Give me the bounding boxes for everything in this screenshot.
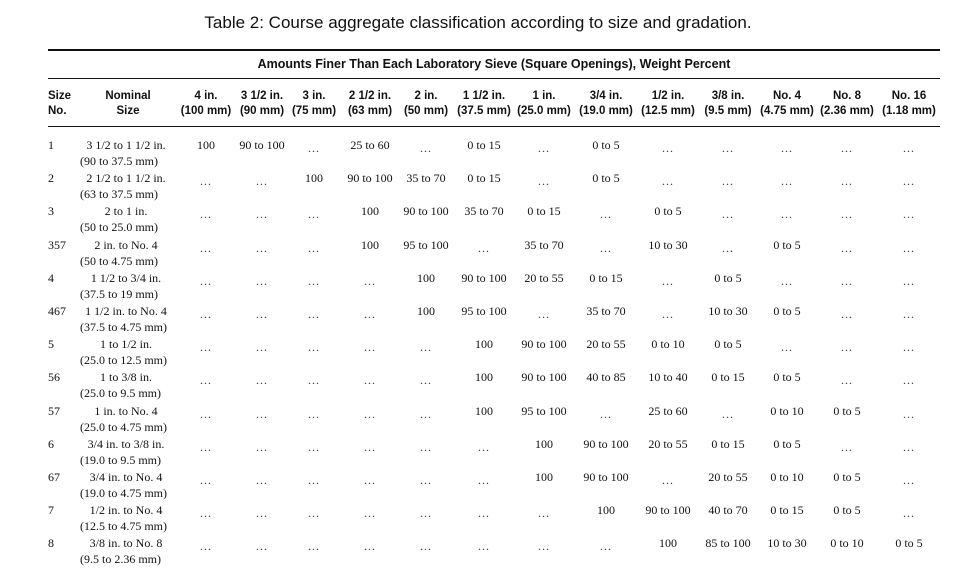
nominal-size bbox=[80, 237, 172, 269]
nominal-size-mm: (25.0 to 12.5 mm) bbox=[80, 353, 167, 368]
percent-passing-cell: 90 to 100 bbox=[239, 138, 285, 152]
percent-passing-cell: 35 to 70 bbox=[406, 171, 446, 186]
percent-passing-cell: ... bbox=[600, 207, 612, 222]
percent-passing-cell: ... bbox=[478, 240, 490, 255]
percent-passing-cell: ... bbox=[200, 506, 212, 521]
percent-passing-cell: 100 bbox=[475, 337, 493, 352]
percent-passing-cell: ... bbox=[478, 539, 490, 554]
percent-passing-cell: 10 to 30 bbox=[708, 304, 748, 318]
percent-passing-cell: ... bbox=[256, 439, 268, 454]
percent-passing-cell: 95 to 100 bbox=[521, 403, 567, 418]
percent-passing-cell: ... bbox=[722, 141, 734, 155]
size-number: 8 bbox=[48, 536, 54, 551]
percent-passing-cell: ... bbox=[662, 473, 674, 487]
percent-passing-cell: ... bbox=[256, 373, 268, 388]
percent-passing-cell: 0 to 5 bbox=[654, 204, 682, 219]
percent-passing-cell: ... bbox=[903, 473, 915, 487]
nominal-size bbox=[80, 469, 172, 501]
percent-passing-cell: ... bbox=[364, 506, 376, 521]
percent-passing-cell: ... bbox=[841, 273, 853, 288]
percent-passing-cell: 90 to 100 bbox=[583, 470, 629, 484]
percent-passing-cell: 0 to 15 bbox=[527, 204, 561, 219]
nominal-size-inches: 1 to 1/2 in. bbox=[99, 337, 152, 352]
percent-passing-cell: ... bbox=[364, 373, 376, 388]
percent-passing-cell: ... bbox=[903, 506, 915, 521]
percent-passing-cell: 40 to 70 bbox=[708, 503, 748, 518]
percent-passing-cell: 0 to 10 bbox=[830, 536, 864, 551]
percent-passing-cell: ... bbox=[841, 207, 853, 222]
table-row bbox=[0, 502, 956, 535]
percent-passing-cell: 0 to 5 bbox=[895, 536, 923, 551]
nominal-size-mm: (90 to 37.5 mm) bbox=[80, 154, 158, 168]
nominal-size-inches: 3/4 in. to 3/8 in. bbox=[87, 436, 165, 451]
nominal-size bbox=[80, 170, 172, 202]
percent-passing-cell: ... bbox=[308, 141, 320, 155]
percent-passing-cell: ... bbox=[781, 273, 793, 288]
percent-passing-cell: 20 to 55 bbox=[524, 270, 564, 285]
percent-passing-cell: 100 bbox=[475, 403, 493, 418]
percent-passing-cell: ... bbox=[662, 273, 674, 288]
nominal-size-inches: 1/2 in. to No. 4 bbox=[89, 503, 163, 518]
nominal-size-mm: (25.0 to 9.5 mm) bbox=[80, 386, 161, 401]
percent-passing-cell: 100 bbox=[417, 304, 435, 318]
percent-passing-cell: ... bbox=[538, 141, 550, 155]
percent-passing-cell: 0 to 5 bbox=[833, 403, 861, 418]
percent-passing-cell: ... bbox=[538, 307, 550, 321]
size-number: 1 bbox=[48, 138, 54, 152]
percent-passing-cell: 0 to 5 bbox=[833, 470, 861, 484]
percent-passing-cell: ... bbox=[420, 506, 432, 521]
table-row bbox=[0, 403, 956, 436]
nominal-size-inches: 1 to 3/8 in. bbox=[99, 370, 152, 385]
percent-passing-cell: ... bbox=[308, 207, 320, 222]
table-row bbox=[0, 336, 956, 369]
percent-passing-cell: 0 to 15 bbox=[770, 503, 804, 518]
nominal-size-inches: 3/4 in. to No. 4 bbox=[89, 470, 163, 484]
percent-passing-cell: ... bbox=[308, 373, 320, 388]
percent-passing-cell: 95 to 100 bbox=[461, 304, 507, 318]
nominal-size bbox=[80, 403, 172, 435]
percent-passing-cell: ... bbox=[903, 307, 915, 321]
size-number: 467 bbox=[48, 304, 66, 318]
percent-passing-cell: 0 to 10 bbox=[651, 337, 685, 352]
table-row bbox=[0, 170, 956, 203]
nominal-size-inches: 1 1/2 in. to No. 4 bbox=[85, 304, 167, 318]
percent-passing-cell: 0 to 15 bbox=[711, 370, 745, 385]
nominal-size-mm: (19.0 to 9.5 mm) bbox=[80, 452, 161, 467]
percent-passing-cell: 10 to 30 bbox=[648, 237, 688, 252]
percent-passing-cell: ... bbox=[200, 307, 212, 321]
percent-passing-cell: 0 to 5 bbox=[833, 503, 861, 518]
percent-passing-cell: ... bbox=[662, 174, 674, 189]
size-number: 4 bbox=[48, 270, 54, 285]
percent-passing-cell: ... bbox=[308, 273, 320, 288]
percent-passing-cell: 100 bbox=[361, 237, 379, 252]
percent-passing-cell: 100 bbox=[417, 270, 435, 285]
percent-passing-cell: ... bbox=[420, 439, 432, 454]
percent-passing-cell: ... bbox=[841, 240, 853, 255]
percent-passing-cell: 35 to 70 bbox=[586, 304, 626, 318]
nominal-size-inches: 3 1/2 to 1 1/2 in. bbox=[86, 138, 166, 152]
percent-passing-cell: 25 to 60 bbox=[350, 138, 390, 152]
column-header-sieve: 3/8 in. (9.5 mm) bbox=[704, 90, 752, 117]
percent-passing-cell: ... bbox=[256, 174, 268, 189]
percent-passing-cell: ... bbox=[256, 406, 268, 421]
percent-passing-cell: 20 to 55 bbox=[648, 436, 688, 451]
percent-passing-cell: 0 to 5 bbox=[714, 337, 742, 352]
percent-passing-cell: ... bbox=[256, 539, 268, 554]
percent-passing-cell: ... bbox=[200, 539, 212, 554]
percent-passing-cell: ... bbox=[903, 340, 915, 355]
table-row bbox=[0, 535, 956, 568]
percent-passing-cell: 20 to 55 bbox=[708, 470, 748, 484]
percent-passing-cell: 90 to 100 bbox=[521, 370, 567, 385]
column-header-sieve: No. 4 (4.75 mm) bbox=[760, 90, 814, 117]
percent-passing-cell: ... bbox=[364, 473, 376, 487]
percent-passing-cell: ... bbox=[364, 439, 376, 454]
percent-passing-cell: ... bbox=[600, 539, 612, 554]
nominal-size-inches: 1 in. to No. 4 bbox=[94, 403, 158, 418]
percent-passing-cell: 10 to 40 bbox=[648, 370, 688, 385]
table-row bbox=[0, 237, 956, 270]
nominal-size bbox=[80, 436, 172, 468]
table-row bbox=[0, 303, 956, 336]
percent-passing-cell: ... bbox=[364, 340, 376, 355]
percent-passing-cell: 35 to 70 bbox=[464, 204, 504, 219]
column-header-sieve: 1/2 in. (12.5 mm) bbox=[641, 90, 695, 117]
table-caption: Table 2: Course aggregate classification according to size and gradation. bbox=[204, 13, 752, 32]
column-header-sieve: 2 in. (50 mm) bbox=[403, 90, 449, 117]
percent-passing-cell: ... bbox=[364, 406, 376, 421]
percent-passing-cell: ... bbox=[903, 439, 915, 454]
percent-passing-cell: ... bbox=[420, 406, 432, 421]
percent-passing-cell: 0 to 5 bbox=[773, 370, 801, 385]
size-number: 6 bbox=[48, 436, 54, 451]
percent-passing-cell: ... bbox=[781, 141, 793, 155]
percent-passing-cell: 0 to 15 bbox=[467, 171, 501, 186]
size-number: 56 bbox=[48, 370, 60, 385]
column-header-sieve: 1 in. (25.0 mm) bbox=[517, 90, 571, 117]
column-header-sieve: 3 in. (75 mm) bbox=[291, 90, 337, 117]
percent-passing-cell: ... bbox=[538, 174, 550, 189]
percent-passing-cell: ... bbox=[308, 340, 320, 355]
nominal-size bbox=[80, 137, 172, 169]
percent-passing-cell: ... bbox=[781, 207, 793, 222]
nominal-size-mm: (37.5 to 4.75 mm) bbox=[80, 320, 167, 334]
percent-passing-cell: ... bbox=[256, 240, 268, 255]
table-row bbox=[0, 203, 956, 236]
percent-passing-cell: ... bbox=[841, 340, 853, 355]
size-number: 357 bbox=[48, 237, 66, 252]
percent-passing-cell: 0 to 10 bbox=[770, 470, 804, 484]
percent-passing-cell: 100 bbox=[475, 370, 493, 385]
percent-passing-cell: ... bbox=[722, 174, 734, 189]
percent-passing-cell: 0 to 5 bbox=[592, 171, 620, 186]
percent-passing-cell: ... bbox=[903, 373, 915, 388]
percent-passing-cell: ... bbox=[600, 406, 612, 421]
percent-passing-cell: 0 to 5 bbox=[773, 436, 801, 451]
percent-passing-cell: ... bbox=[308, 439, 320, 454]
percent-passing-cell: 0 to 15 bbox=[467, 138, 501, 152]
nominal-size-inches: 3/8 in. to No. 8 bbox=[89, 536, 163, 551]
percent-passing-cell: ... bbox=[364, 307, 376, 321]
column-header-size: Size No. bbox=[48, 90, 72, 117]
size-number: 67 bbox=[48, 470, 60, 484]
percent-passing-cell: ... bbox=[256, 273, 268, 288]
percent-passing-cell: 100 bbox=[535, 470, 553, 484]
column-header-sieve: 4 in. (100 mm) bbox=[180, 90, 232, 117]
size-number: 2 bbox=[48, 171, 54, 186]
percent-passing-cell: 0 to 15 bbox=[711, 436, 745, 451]
percent-passing-cell: 100 bbox=[535, 436, 553, 451]
percent-passing-cell: ... bbox=[200, 273, 212, 288]
percent-passing-cell: ... bbox=[841, 373, 853, 388]
percent-passing-cell: ... bbox=[308, 506, 320, 521]
percent-passing-cell: 85 to 100 bbox=[705, 536, 751, 551]
percent-passing-cell: ... bbox=[903, 273, 915, 288]
nominal-size-inches: 2 to 1 in. bbox=[104, 204, 148, 219]
percent-passing-cell: ... bbox=[420, 373, 432, 388]
percent-passing-cell: 100 bbox=[361, 204, 379, 219]
nominal-size-mm: (50 to 4.75 mm) bbox=[80, 253, 158, 268]
percent-passing-cell: 40 to 85 bbox=[586, 370, 626, 385]
size-number: 57 bbox=[48, 403, 60, 418]
percent-passing-cell: 90 to 100 bbox=[645, 503, 691, 518]
table-row bbox=[0, 436, 956, 469]
percent-passing-cell: ... bbox=[903, 174, 915, 189]
percent-passing-cell: ... bbox=[308, 307, 320, 321]
percent-passing-cell: 0 to 5 bbox=[592, 138, 620, 152]
percent-passing-cell: ... bbox=[903, 406, 915, 421]
column-header-nominal: Nominal Size bbox=[105, 90, 151, 117]
percent-passing-cell: 90 to 100 bbox=[461, 270, 507, 285]
percent-passing-cell: ... bbox=[200, 406, 212, 421]
nominal-size-mm: (12.5 to 4.75 mm) bbox=[80, 519, 167, 534]
percent-passing-cell: 90 to 100 bbox=[403, 204, 449, 219]
percent-passing-cell: ... bbox=[200, 174, 212, 189]
column-header-sieve: 3/4 in. (19.0 mm) bbox=[579, 90, 633, 117]
percent-passing-cell: ... bbox=[308, 539, 320, 554]
table-row bbox=[0, 270, 956, 303]
nominal-size-mm: (50 to 25.0 mm) bbox=[80, 220, 158, 235]
nominal-size bbox=[80, 203, 172, 235]
table-row bbox=[0, 137, 956, 170]
percent-passing-cell: 10 to 30 bbox=[767, 536, 807, 551]
header-bottom-rule bbox=[48, 126, 940, 127]
nominal-size bbox=[80, 502, 172, 534]
nominal-size-mm: (37.5 to 19 mm) bbox=[80, 286, 158, 301]
percent-passing-cell: ... bbox=[538, 506, 550, 521]
nominal-size-mm: (19.0 to 4.75 mm) bbox=[80, 486, 167, 500]
percent-passing-cell: 0 to 10 bbox=[770, 403, 804, 418]
percent-passing-cell: ... bbox=[478, 473, 490, 487]
nominal-size-mm: (63 to 37.5 mm) bbox=[80, 187, 158, 202]
nominal-size bbox=[80, 369, 172, 401]
percent-passing-cell: ... bbox=[903, 141, 915, 155]
percent-passing-cell: ... bbox=[538, 539, 550, 554]
percent-passing-cell: ... bbox=[200, 439, 212, 454]
percent-passing-cell: ... bbox=[722, 406, 734, 421]
table-row bbox=[0, 469, 956, 502]
size-number: 7 bbox=[48, 503, 54, 518]
nominal-size-mm: (9.5 to 2.36 mm) bbox=[80, 552, 161, 567]
column-header-sieve: 3 1/2 in. (90 mm) bbox=[239, 90, 285, 117]
percent-passing-cell: 90 to 100 bbox=[583, 436, 629, 451]
nominal-size bbox=[80, 535, 172, 567]
nominal-size-mm: (25.0 to 4.75 mm) bbox=[80, 419, 167, 434]
percent-passing-cell: 0 to 5 bbox=[773, 304, 801, 318]
percent-passing-cell: ... bbox=[308, 240, 320, 255]
percent-passing-cell: ... bbox=[781, 340, 793, 355]
percent-passing-cell: ... bbox=[308, 406, 320, 421]
percent-passing-cell: ... bbox=[662, 141, 674, 155]
nominal-size-inches: 1 1/2 to 3/4 in. bbox=[90, 270, 162, 285]
percent-passing-cell: ... bbox=[364, 273, 376, 288]
percent-passing-cell: ... bbox=[903, 207, 915, 222]
percent-passing-cell: ... bbox=[200, 340, 212, 355]
nominal-size bbox=[80, 336, 172, 368]
percent-passing-cell: ... bbox=[600, 240, 612, 255]
percent-passing-cell: ... bbox=[256, 307, 268, 321]
percent-passing-cell: ... bbox=[903, 240, 915, 255]
percent-passing-cell: ... bbox=[722, 240, 734, 255]
percent-passing-cell: 20 to 55 bbox=[586, 337, 626, 352]
percent-passing-cell: 35 to 70 bbox=[524, 237, 564, 252]
percent-passing-cell: ... bbox=[420, 539, 432, 554]
column-header-sieve: No. 8 (2.36 mm) bbox=[820, 90, 874, 117]
percent-passing-cell: ... bbox=[420, 473, 432, 487]
group-header: Amounts Finer Than Each Laboratory Sieve (Square Openings), Weight Percent bbox=[257, 57, 731, 71]
percent-passing-cell: ... bbox=[420, 340, 432, 355]
percent-passing-cell: ... bbox=[841, 439, 853, 454]
percent-passing-cell: 95 to 100 bbox=[403, 237, 449, 252]
percent-passing-cell: ... bbox=[256, 506, 268, 521]
percent-passing-cell: ... bbox=[256, 473, 268, 487]
percent-passing-cell: ... bbox=[781, 174, 793, 189]
percent-passing-cell: ... bbox=[308, 473, 320, 487]
percent-passing-cell: ... bbox=[420, 141, 432, 155]
percent-passing-cell: 90 to 100 bbox=[347, 171, 393, 186]
size-number: 3 bbox=[48, 204, 54, 219]
percent-passing-cell: 100 bbox=[305, 171, 323, 186]
percent-passing-cell: 0 to 15 bbox=[589, 270, 623, 285]
percent-passing-cell: 100 bbox=[659, 536, 677, 551]
percent-passing-cell: ... bbox=[200, 207, 212, 222]
percent-passing-cell: ... bbox=[662, 307, 674, 321]
percent-passing-cell: ... bbox=[841, 141, 853, 155]
percent-passing-cell: ... bbox=[200, 373, 212, 388]
percent-passing-cell: ... bbox=[478, 439, 490, 454]
nominal-size-inches: 2 1/2 to 1 1/2 in. bbox=[86, 171, 166, 186]
percent-passing-cell: 100 bbox=[597, 503, 615, 518]
percent-passing-cell: 90 to 100 bbox=[521, 337, 567, 352]
percent-passing-cell: 0 to 5 bbox=[714, 270, 742, 285]
percent-passing-cell: ... bbox=[256, 207, 268, 222]
column-header-sieve: No. 16 (1.18 mm) bbox=[882, 90, 936, 117]
percent-passing-cell: ... bbox=[841, 174, 853, 189]
nominal-size bbox=[80, 303, 172, 335]
group-header-rule bbox=[48, 78, 940, 79]
percent-passing-cell: ... bbox=[478, 506, 490, 521]
table-top-rule bbox=[48, 49, 940, 51]
percent-passing-cell: ... bbox=[722, 207, 734, 222]
percent-passing-cell: 25 to 60 bbox=[648, 403, 688, 418]
percent-passing-cell: ... bbox=[364, 539, 376, 554]
size-number: 5 bbox=[48, 337, 54, 352]
percent-passing-cell: ... bbox=[200, 473, 212, 487]
percent-passing-cell: 100 bbox=[197, 138, 215, 152]
percent-passing-cell: ... bbox=[841, 307, 853, 321]
column-header-sieve: 1 1/2 in. (37.5 mm) bbox=[457, 90, 511, 117]
percent-passing-cell: ... bbox=[200, 240, 212, 255]
column-header-sieve: 2 1/2 in. (63 mm) bbox=[347, 90, 393, 117]
percent-passing-cell: ... bbox=[256, 340, 268, 355]
nominal-size bbox=[80, 270, 172, 302]
percent-passing-cell: 0 to 5 bbox=[773, 237, 801, 252]
table-row bbox=[0, 369, 956, 402]
nominal-size-inches: 2 in. to No. 4 bbox=[94, 237, 158, 252]
